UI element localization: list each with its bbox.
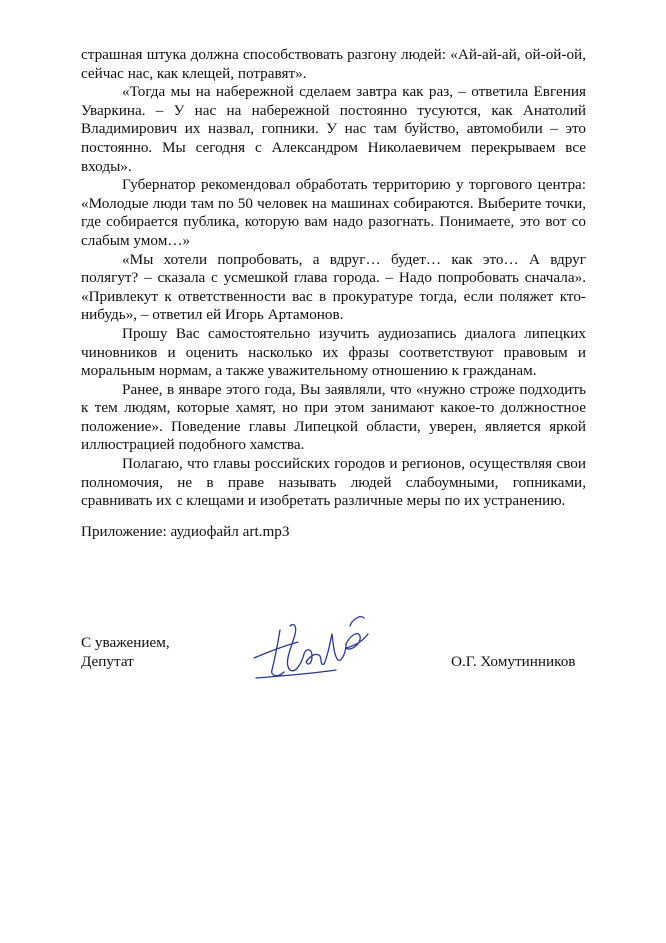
closing-block: [81, 633, 170, 671]
paragraph-7: Полагаю, что главы российских городов и регионов, осуществляя свои полномочия, не в праве называть людей слабоумными, гопниками, сравнивать их с клещами и изобретать различные меры по их устранению.: [81, 455, 586, 510]
paragraph-2: «Тогда мы на набережной сделаем завтра как раз, – ответила Евгения Уваркина. – У нас на набережной постоянно тусуются, как Анатолий Владимирович их назвал, гопники. У нас там буйство, автомобили – это постоянно. Мы сегодня с Александром Николаевичем перекрываем все входы».: [81, 83, 586, 175]
appendix-line: Приложение: аудиофайл art.mp3: [81, 523, 290, 540]
signer-name: О.Г. Хомутинников: [451, 653, 576, 670]
paragraph-5: Прошу Вас самостоятельно изучить аудиозапись диалога липецких чиновников и оценить насколько их фразы соответствуют правовым и моральным нормам, а также уважительному отношению к гражданам.: [81, 324, 586, 380]
paragraph-1: страшная штука должна способствовать разгону людей: «Ай-ай-ай, ой-ой-ой, сейчас нас, как клещей, потравят».: [81, 46, 586, 82]
closing-title: Депутат: [81, 653, 134, 670]
paragraph-4: «Мы хотели попробовать, а вдруг… будет… как это… А вдруг полягут? – сказала с усмешкой глава города. – Надо попробовать сначала». «Привлекут к ответственности вас в прокуратуре тогда, если поляжет кто-нибудь», – ответил ей Игорь Артамонов.: [81, 250, 586, 324]
handwritten-signature: [250, 612, 375, 692]
paragraph-6: Ранее, в январе этого года, Вы заявляли, что «нужно строже подходить к тем людям, которые хамят, но при этом занимают какое-то должностное положение». Поведение главы Липецкой области, уверен, является яркой иллюстрацией подобного хамства.: [81, 380, 586, 454]
closing-regards: С уважением,: [81, 634, 170, 651]
signature-ink: [254, 617, 368, 678]
paragraph-3: Губернатор рекомендовал обработать территорию у торгового центра: «Молодые люди там по 50 человек на машинах собираются. Выберите точки, где собирается публика, которую вам надо разогнать. Понимаете, это вот со слабым умом…»: [81, 176, 586, 249]
letter-body: [81, 46, 586, 511]
